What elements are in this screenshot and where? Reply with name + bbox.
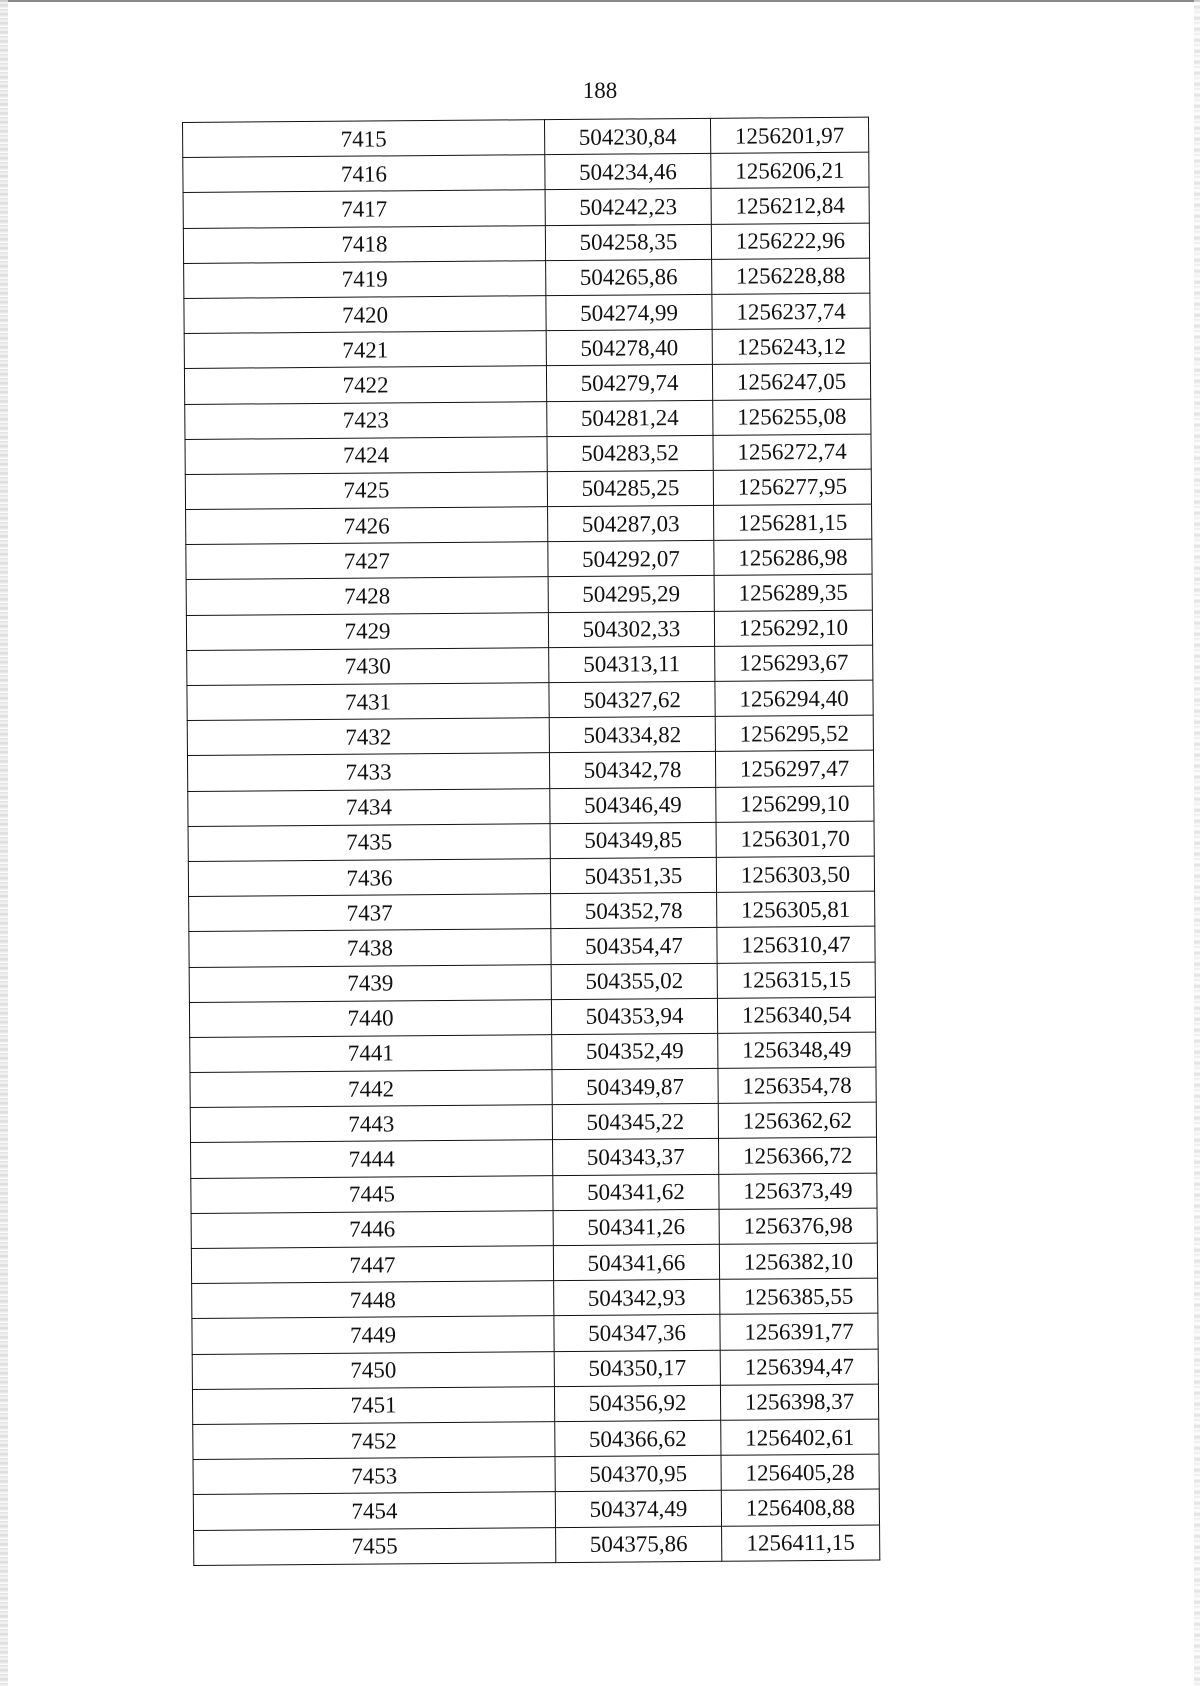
y-coordinate-cell: 1256376,98 — [719, 1208, 877, 1244]
x-coordinate-cell: 504295,29 — [548, 576, 714, 612]
x-coordinate-cell: 504278,40 — [546, 329, 712, 365]
point-number-cell: 7444 — [191, 1140, 553, 1178]
table-row — [190, 1102, 876, 1143]
y-coordinate-cell: 1256281,15 — [714, 504, 872, 540]
point-number-cell: 7443 — [190, 1105, 552, 1143]
y-coordinate-cell: 1256299,10 — [716, 786, 874, 822]
page-number: 188 — [582, 78, 618, 103]
y-coordinate-cell: 1256373,49 — [719, 1173, 877, 1209]
y-coordinate-cell: 1256201,97 — [710, 117, 868, 153]
y-coordinate-cell: 1256391,77 — [720, 1313, 878, 1349]
y-coordinate-cell: 1256277,95 — [713, 469, 871, 505]
table-row — [189, 926, 875, 967]
y-coordinate-cell: 1256222,96 — [711, 223, 869, 259]
x-coordinate-cell: 504342,78 — [549, 752, 715, 788]
table-row — [184, 258, 870, 299]
table-row — [193, 1419, 879, 1460]
point-number-cell: 7454 — [193, 1492, 555, 1530]
point-number-cell: 7434 — [188, 788, 550, 826]
x-coordinate-cell: 504374,49 — [555, 1491, 721, 1527]
point-number-cell: 7452 — [193, 1422, 555, 1460]
y-coordinate-cell: 1256255,08 — [713, 399, 871, 435]
point-number-cell: 7418 — [183, 225, 545, 263]
point-number-cell: 7419 — [184, 260, 546, 298]
x-coordinate-cell: 504352,49 — [552, 1033, 718, 1069]
table-row — [186, 610, 872, 651]
x-coordinate-cell: 504265,86 — [546, 259, 712, 295]
table-row — [192, 1278, 878, 1319]
x-coordinate-cell: 504375,86 — [556, 1526, 722, 1562]
table-row — [184, 293, 870, 334]
table-row — [194, 1525, 880, 1566]
table-row — [187, 750, 873, 791]
x-coordinate-cell: 504342,93 — [554, 1280, 720, 1316]
point-number-cell: 7423 — [185, 401, 547, 439]
y-coordinate-cell: 1256294,40 — [715, 680, 873, 716]
x-coordinate-cell: 504354,47 — [551, 928, 717, 964]
point-number-cell: 7428 — [186, 577, 548, 615]
scan-top-edge — [0, 0, 1200, 2]
table-row — [189, 962, 875, 1003]
y-coordinate-cell: 1256340,54 — [717, 997, 875, 1033]
table-row — [186, 539, 872, 580]
x-coordinate-cell: 504327,62 — [549, 681, 715, 717]
y-coordinate-cell: 1256295,52 — [715, 715, 873, 751]
y-coordinate-cell: 1256292,10 — [714, 610, 872, 646]
y-coordinate-cell: 1256398,37 — [720, 1384, 878, 1420]
y-coordinate-cell: 1256382,10 — [719, 1243, 877, 1279]
point-number-cell: 7436 — [188, 859, 550, 897]
x-coordinate-cell: 504234,46 — [545, 154, 711, 190]
x-coordinate-cell: 504356,92 — [554, 1385, 720, 1421]
point-number-cell: 7455 — [194, 1527, 556, 1565]
x-coordinate-cell: 504334,82 — [549, 717, 715, 753]
x-coordinate-cell: 504292,07 — [548, 541, 714, 577]
table-row — [192, 1313, 878, 1354]
point-number-cell: 7426 — [186, 507, 548, 545]
point-number-cell: 7441 — [190, 1034, 552, 1072]
table-row — [189, 891, 875, 932]
x-coordinate-cell: 504341,66 — [553, 1244, 719, 1280]
y-coordinate-cell: 1256212,84 — [711, 187, 869, 223]
x-coordinate-cell: 504350,17 — [554, 1350, 720, 1386]
point-number-cell: 7432 — [187, 718, 549, 756]
y-coordinate-cell: 1256402,61 — [721, 1419, 879, 1455]
table-row — [187, 645, 873, 686]
table-row — [188, 856, 874, 897]
y-coordinate-cell: 1256354,78 — [718, 1067, 876, 1103]
table-row — [185, 434, 871, 475]
x-coordinate-cell: 504355,02 — [551, 963, 717, 999]
table-row — [191, 1138, 877, 1179]
point-number-cell: 7425 — [185, 472, 547, 510]
x-coordinate-cell: 504353,94 — [551, 998, 717, 1034]
y-coordinate-cell: 1256272,74 — [713, 434, 871, 470]
scan-right-edge — [1194, 0, 1200, 1686]
x-coordinate-cell: 504285,25 — [547, 470, 713, 506]
x-coordinate-cell: 504302,33 — [548, 611, 714, 647]
point-number-cell: 7431 — [187, 683, 549, 721]
x-coordinate-cell: 504370,95 — [555, 1455, 721, 1491]
table-row — [186, 504, 872, 545]
table-row — [190, 1032, 876, 1073]
point-number-cell: 7421 — [184, 331, 546, 369]
y-coordinate-cell: 1256348,49 — [718, 1032, 876, 1068]
x-coordinate-cell: 504346,49 — [550, 787, 716, 823]
point-number-cell: 7440 — [189, 999, 551, 1037]
y-coordinate-cell: 1256394,47 — [720, 1349, 878, 1385]
table-row — [185, 469, 871, 510]
point-number-cell: 7449 — [192, 1316, 554, 1354]
x-coordinate-cell: 504279,74 — [546, 365, 712, 401]
x-coordinate-cell: 504345,22 — [552, 1104, 718, 1140]
y-coordinate-cell: 1256366,72 — [719, 1138, 877, 1174]
y-coordinate-cell: 1256206,21 — [711, 152, 869, 188]
y-coordinate-cell: 1256362,62 — [718, 1102, 876, 1138]
y-coordinate-cell: 1256301,70 — [716, 821, 874, 857]
table-row — [183, 187, 869, 228]
y-coordinate-cell: 1256405,28 — [721, 1454, 879, 1490]
x-coordinate-cell: 504341,26 — [553, 1209, 719, 1245]
x-coordinate-cell: 504366,62 — [555, 1420, 721, 1456]
y-coordinate-cell: 1256303,50 — [716, 856, 874, 892]
point-number-cell: 7429 — [186, 612, 548, 650]
x-coordinate-cell: 504242,23 — [545, 189, 711, 225]
coordinates-table — [182, 117, 880, 1566]
point-number-cell: 7433 — [187, 753, 549, 791]
table-row — [183, 152, 869, 193]
x-coordinate-cell: 504351,35 — [550, 857, 716, 893]
y-coordinate-cell: 1256297,47 — [715, 750, 873, 786]
x-coordinate-cell: 504281,24 — [547, 400, 713, 436]
y-coordinate-cell: 1256315,15 — [717, 962, 875, 998]
point-number-cell: 7430 — [187, 647, 549, 685]
table-row — [187, 715, 873, 756]
y-coordinate-cell: 1256247,05 — [712, 363, 870, 399]
table-row — [188, 786, 874, 827]
point-number-cell: 7427 — [186, 542, 548, 580]
y-coordinate-cell: 1256289,35 — [714, 575, 872, 611]
x-coordinate-cell: 504349,87 — [552, 1068, 718, 1104]
point-number-cell: 7417 — [183, 190, 545, 228]
y-coordinate-cell: 1256237,74 — [712, 293, 870, 329]
table-row — [184, 363, 870, 404]
table-row — [191, 1208, 877, 1249]
point-number-cell: 7437 — [189, 894, 551, 932]
point-number-cell: 7435 — [188, 823, 550, 861]
x-coordinate-cell: 504349,85 — [550, 822, 716, 858]
x-coordinate-cell: 504274,99 — [546, 294, 712, 330]
table-row — [183, 223, 869, 264]
table-row — [190, 1067, 876, 1108]
point-number-cell: 7453 — [193, 1457, 555, 1495]
coordinates-table-body — [183, 117, 880, 1565]
table-row — [186, 575, 872, 616]
y-coordinate-cell: 1256411,15 — [722, 1525, 880, 1561]
x-coordinate-cell: 504341,62 — [553, 1174, 719, 1210]
y-coordinate-cell: 1256305,81 — [717, 891, 875, 927]
table-row — [185, 399, 871, 440]
point-number-cell: 7446 — [191, 1210, 553, 1248]
x-coordinate-cell: 504230,84 — [544, 118, 710, 154]
point-number-cell: 7439 — [189, 964, 551, 1002]
point-number-cell: 7438 — [189, 929, 551, 967]
x-coordinate-cell: 504283,52 — [547, 435, 713, 471]
x-coordinate-cell: 504287,03 — [548, 505, 714, 541]
y-coordinate-cell: 1256385,55 — [720, 1278, 878, 1314]
table-row — [193, 1489, 879, 1530]
table-row — [191, 1243, 877, 1284]
point-number-cell: 7451 — [192, 1386, 554, 1424]
point-number-cell: 7442 — [190, 1070, 552, 1108]
table-row — [193, 1454, 879, 1495]
table-row — [184, 328, 870, 369]
x-coordinate-cell: 504347,36 — [554, 1315, 720, 1351]
y-coordinate-cell: 1256310,47 — [717, 926, 875, 962]
table-row — [192, 1384, 878, 1425]
table-row — [183, 117, 869, 158]
point-number-cell: 7445 — [191, 1175, 553, 1213]
table-row — [192, 1349, 878, 1390]
y-coordinate-cell: 1256408,88 — [721, 1489, 879, 1525]
table-row — [189, 997, 875, 1038]
x-coordinate-cell: 504343,37 — [553, 1139, 719, 1175]
y-coordinate-cell: 1256286,98 — [714, 539, 872, 575]
point-number-cell: 7415 — [183, 120, 545, 158]
table-row — [187, 680, 873, 721]
point-number-cell: 7450 — [192, 1351, 554, 1389]
point-number-cell: 7447 — [191, 1246, 553, 1284]
y-coordinate-cell: 1256228,88 — [712, 258, 870, 294]
point-number-cell: 7420 — [184, 296, 546, 334]
x-coordinate-cell: 504313,11 — [549, 646, 715, 682]
point-number-cell: 7424 — [185, 436, 547, 474]
table-row — [191, 1173, 877, 1214]
x-coordinate-cell: 504258,35 — [545, 224, 711, 260]
point-number-cell: 7422 — [184, 366, 546, 404]
table-row — [188, 821, 874, 862]
y-coordinate-cell: 1256243,12 — [712, 328, 870, 364]
point-number-cell: 7416 — [183, 155, 545, 193]
y-coordinate-cell: 1256293,67 — [715, 645, 873, 681]
scan-left-edge — [0, 0, 8, 1686]
x-coordinate-cell: 504352,78 — [551, 892, 717, 928]
point-number-cell: 7448 — [192, 1281, 554, 1319]
